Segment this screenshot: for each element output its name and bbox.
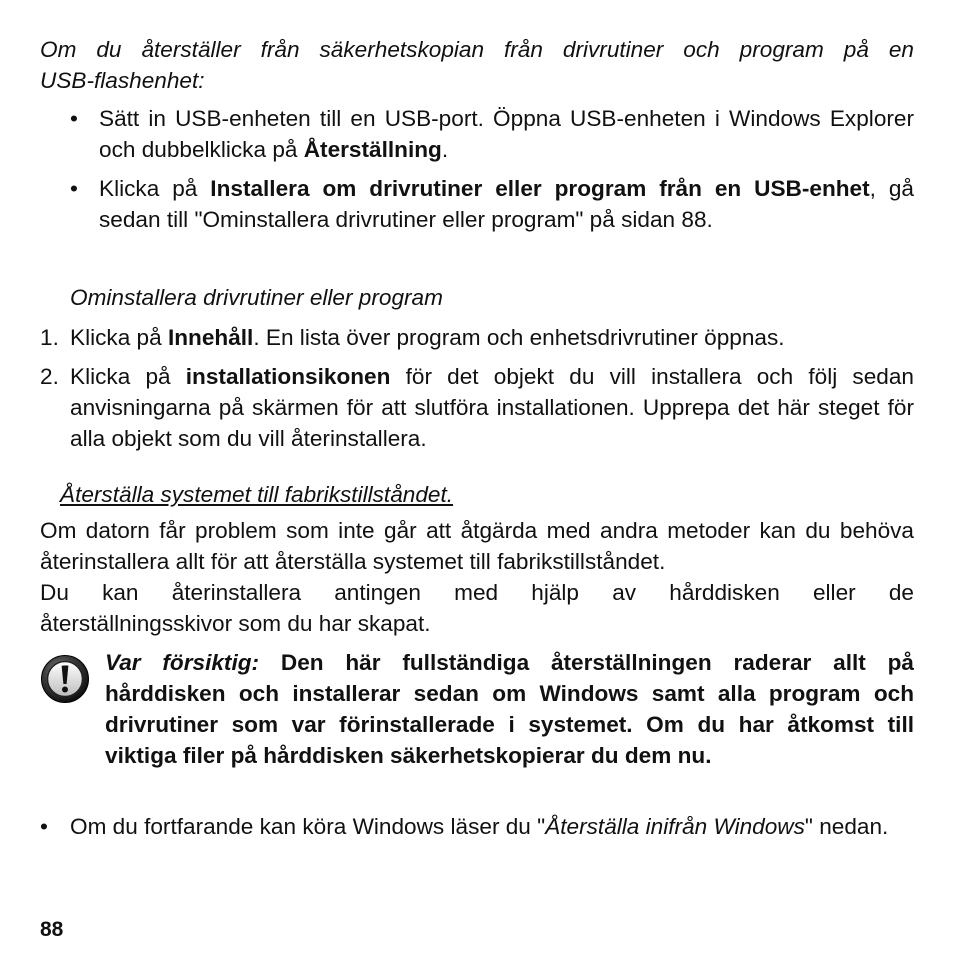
body-paragraph <box>40 515 914 639</box>
step-item-2 <box>70 361 914 454</box>
step-text-end: . En lista över program och enhetsdrivrutiner öppnas. <box>253 325 785 350</box>
bullet-marker: • <box>70 176 78 201</box>
step-item-1 <box>70 322 920 353</box>
step-text-end: för det objekt du vill installera och följ sedan anvisningarna på skärmen för att slutföra installationen. Upprepa det här steget för alla objekt som du vill återinstallera. <box>70 364 914 451</box>
bullet-text-end: , gå sedan till "Ominstallera drivrutiner eller program" på sidan 88. <box>99 176 914 232</box>
bullet-bold-text: Återställning <box>303 137 442 162</box>
step-number: 2. <box>40 364 59 389</box>
paragraph-line-1: Om datorn får problem som inte går att åtgärda med andra metoder kan du behöva återinstallera allt för att återställa systemet till fabrikstillståndet. <box>40 518 914 574</box>
intro-line-1: Om du återställer från säkerhetskopian från drivrutiner och program på en <box>40 37 914 62</box>
intro-paragraph <box>40 34 914 96</box>
step-text: Klicka på <box>70 325 168 350</box>
bullet-text: Sätt in USB-enheten till en USB-port. Öppna USB-enheten i Windows Explorer och dubbelklicka på <box>99 106 914 162</box>
bullet-bold-text: Installera om drivrutiner eller program från en USB-enhet <box>210 176 870 201</box>
bullet-text: Om du fortfarande kan köra Windows läser du " <box>70 814 546 839</box>
warning-text: Den här fullständiga återställningen raderar allt på hårddisken och installerar sedan om Windows samt alla program och drivrutiner som var förinstallerade i systemet. Om du har åtkomst till viktiga filer på hårddisken säkerhetskopierar du dem nu. <box>105 650 914 768</box>
paragraph-line-2: Du kan återinstallera antingen med hjälp av hårddisken eller de <box>40 580 914 605</box>
warning-label: Var försiktig: <box>105 650 260 675</box>
bullet-item-windows <box>70 811 914 842</box>
page-number: 88 <box>40 918 64 941</box>
subheading: Ominstallera drivrutiner eller program <box>70 285 443 310</box>
section-heading: Återställa systemet till fabrikstillståndet. <box>60 482 454 507</box>
bullet-item-reinstall <box>99 173 914 235</box>
exclamation-warning-icon <box>40 654 90 704</box>
intro-line-2: USB-flashenhet: <box>40 68 205 93</box>
warning-paragraph <box>105 647 914 771</box>
step-bold-text: installationsikonen <box>185 364 391 389</box>
step-bold-text: Innehåll <box>167 325 254 350</box>
bullet-text: Klicka på <box>99 176 211 201</box>
bullet-item-usb-port <box>99 103 914 165</box>
bullet-text-end: . <box>441 137 449 162</box>
step-number: 1. <box>40 325 59 350</box>
bullet-marker: • <box>70 106 78 131</box>
step-text: Klicka på <box>70 364 186 389</box>
bullet-italic-text: Återställa inifrån Windows <box>545 814 805 839</box>
paragraph-line-3: återställningsskivor som du har skapat. <box>40 611 431 636</box>
bullet-text-end: " nedan. <box>804 814 889 839</box>
bullet-marker: • <box>40 814 48 839</box>
